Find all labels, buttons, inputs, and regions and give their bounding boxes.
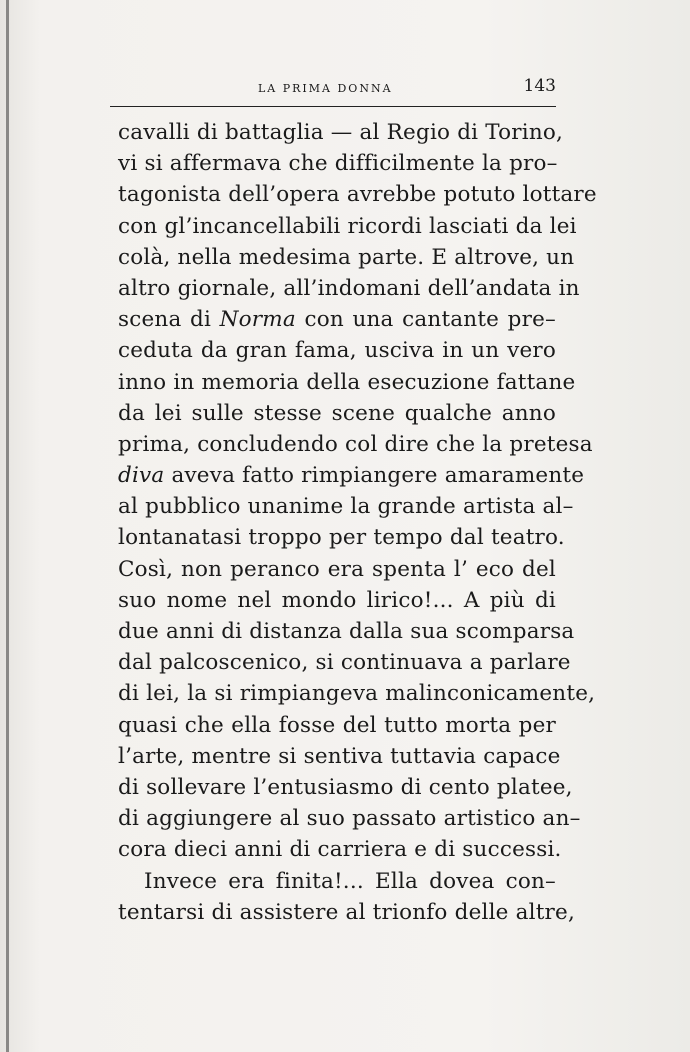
text-line: cora dieci anni di carriera e di successi.	[118, 837, 562, 863]
text-line	[118, 460, 585, 491]
text-line: con gl’incancellabili ricordi lasciati da lei	[118, 213, 577, 239]
text-line: di sollevare l’entusiasmo di cento platee,	[118, 774, 573, 800]
text-line: ceduta da gran fama, usciva in un vero	[118, 338, 556, 364]
text-line: Così, non peranco era spenta l’ eco del	[118, 556, 556, 582]
text-line: vi si affermava che difficilmente la pro–	[118, 151, 558, 177]
text-line: colà, nella medesima parte. E altrove, un	[118, 244, 575, 270]
text-line: prima, concludendo col dire che la pretesa	[118, 431, 593, 457]
text-line: di aggiungere al suo passato artistico an–	[118, 806, 581, 832]
paragraph-first-line: Invece era finita!... Ella dovea con–	[144, 868, 556, 894]
text-segment: con una cantante pre–	[295, 307, 556, 333]
text-line: cavalli di battaglia — al Regio di Torino,	[118, 120, 564, 145]
text-line: inno in memoria della esecuzione fattane	[118, 369, 576, 395]
page-number: 143	[523, 76, 556, 96]
running-title: LA PRIMA DONNA	[258, 82, 393, 95]
binding-gutter	[6, 0, 9, 1052]
header-rule	[110, 106, 556, 107]
page-header	[118, 76, 556, 100]
text-line: lontanatasi troppo per tempo dal teatro.	[118, 525, 565, 551]
body-text	[118, 117, 597, 928]
text-line: di lei, la si rimpiangeva malinconicamente,	[118, 681, 596, 707]
text-line: dal palcoscenico, si continuava a parlare	[118, 650, 571, 676]
text-segment: aveva fatto rimpiangere amaramente	[164, 463, 585, 489]
text-line: quasi che ella fosse del tutto morta per	[118, 712, 556, 738]
text-line: altro giornale, all’indomani dell’andata in	[118, 275, 580, 301]
opera-title-norma: Norma	[219, 307, 296, 333]
italic-word-diva: diva	[118, 463, 165, 489]
text-line: tagonista dell’opera avrebbe potuto lottare	[118, 182, 597, 208]
text-line: tentarsi di assistere al trionfo delle altre,	[118, 899, 575, 925]
text-line: da lei sulle stesse scene qualche anno	[118, 400, 556, 426]
text-line: suo nome nel mondo lirico!... A più di	[118, 587, 556, 613]
text-line: due anni di distanza dalla sua scomparsa	[118, 619, 575, 644]
text-line: al pubblico unanime la grande artista al–	[118, 494, 574, 520]
text-line	[118, 304, 556, 335]
text-line: l’arte, mentre si sentiva tuttavia capace	[118, 743, 561, 769]
text-segment: scena di	[118, 307, 220, 333]
